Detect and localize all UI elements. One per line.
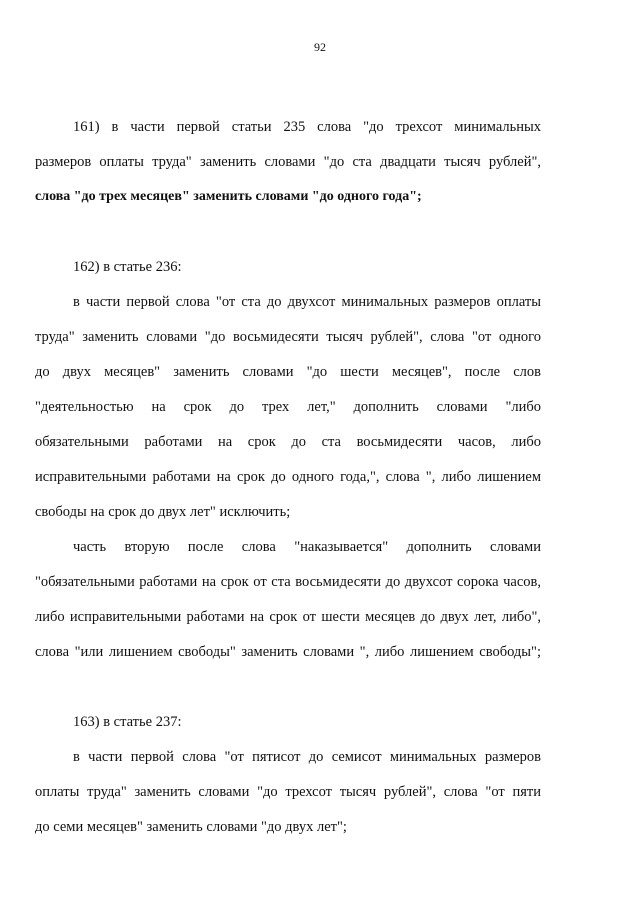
item-162-p1-line-2: труда" заменить словами "до восьмидесяти тысяч рублей", слова "от одного — [35, 329, 541, 345]
item-162-p2-line-2: "обязательными работами на срок от ста восьмидесяти до двухсот сорока часов, — [35, 574, 541, 590]
item-162-p2-line-4: слова "или лишением свободы" заменить словами ", либо лишением свободы"; — [35, 644, 541, 660]
item-162-p1-line-1: в части первой слова "от ста до двухсот минимальных размеров оплаты — [73, 294, 541, 310]
item-162-p1-line-7: свободы на срок до двух лет" исключить; — [35, 504, 291, 520]
item-162-p2-line-3: либо исправительными работами на срок от шести месяцев до двух лет, либо", — [35, 609, 541, 625]
item-162-p2-line-1: часть вторую после слова "наказывается" дополнить словами — [73, 539, 541, 555]
item-162-p1-line-4: "деятельностью на срок до трех лет," дополнить словами "либо — [35, 399, 541, 415]
item-161-line-3: слова "до трех месяцев" заменить словами "до одного года"; — [35, 189, 422, 204]
item-161-line-2: размеров оплаты труда" заменить словами "до ста двадцати тысяч рублей", — [35, 154, 541, 170]
item-163-p1-line-3: до семи месяцев" заменить словами "до двух лет"; — [35, 819, 347, 835]
item-162-p1-line-6: исправительными работами на срок до одного года,", слова ", либо лишением — [35, 469, 541, 485]
item-162-p1-line-3: до двух месяцев" заменить словами "до шести месяцев", после слов — [35, 364, 541, 380]
item-161-line-1: 161) в части первой статьи 235 слова "до трехсот минимальных — [73, 119, 541, 135]
item-163-heading: 163) в статье 237: — [73, 714, 182, 730]
item-163-p1-line-1: в части первой слова "от пятисот до семисот минимальных размеров — [73, 749, 541, 765]
item-162-p1-line-5: обязательными работами на срок до ста восьмидесяти часов, либо — [35, 434, 541, 450]
item-163-p1-line-2: оплаты труда" заменить словами "до трехсот тысяч рублей", слова "от пяти — [35, 784, 541, 800]
page-number: 92 — [314, 40, 326, 54]
item-162-heading: 162) в статье 236: — [73, 259, 182, 275]
